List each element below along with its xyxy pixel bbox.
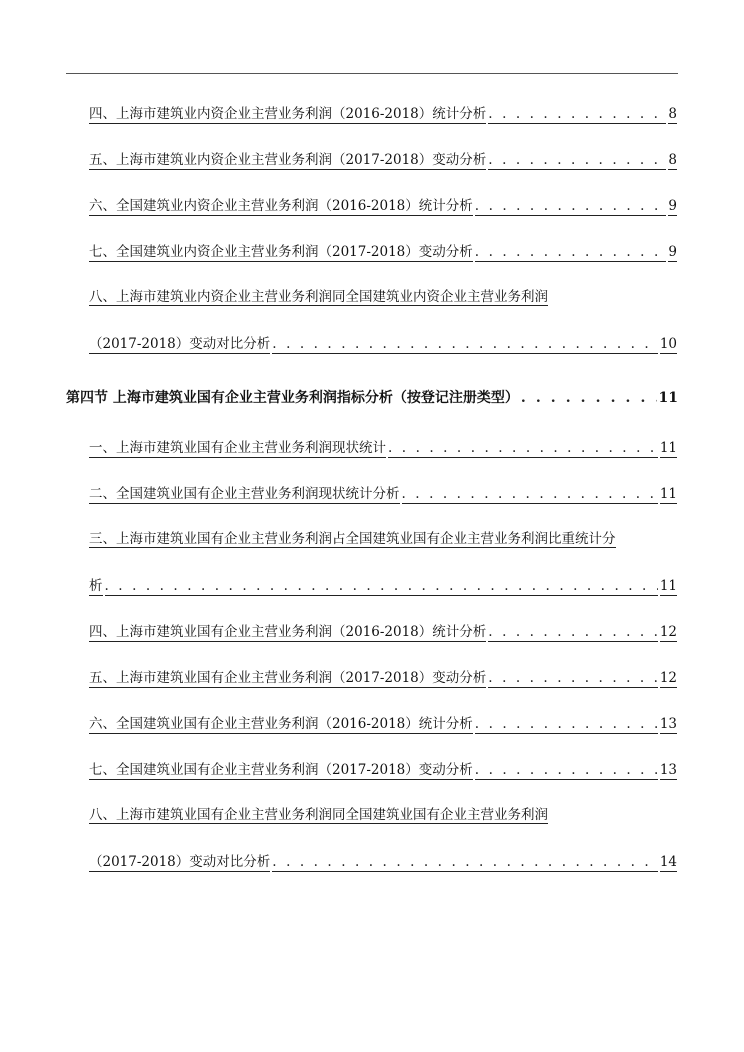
toc-entry-page: 11 [659, 486, 677, 502]
toc-entry[interactable] [89, 196, 677, 216]
toc-leader-dots [475, 761, 658, 780]
toc-entry-page: 12 [659, 624, 677, 640]
toc-leader-dots [521, 389, 657, 407]
toc-entry-title-line1: 三、上海市建筑业国有企业主营业务利润占全国建筑业国有企业主营业务利润比重统计分 [89, 531, 616, 547]
toc-leader-dots [475, 715, 658, 734]
toc-entry[interactable] [89, 668, 677, 688]
toc-entry-line1[interactable] [89, 530, 677, 550]
toc-section-page: 11 [658, 390, 678, 406]
toc-entry-page: 8 [668, 106, 677, 122]
toc-leader-dots [402, 485, 658, 504]
toc-entry-title: （2017-2018）变动对比分析 [89, 854, 271, 870]
toc-entry-page: 13 [659, 716, 677, 732]
toc-entry-page: 12 [659, 670, 677, 686]
toc-entry[interactable] [89, 438, 677, 458]
toc-entry-title: 五、上海市建筑业国有企业主营业务利润（2017-2018）变动分析 [89, 670, 487, 686]
toc-entry-title: 析 [89, 578, 103, 594]
toc-entry-line1[interactable] [89, 288, 677, 308]
toc-entry-title: （2017-2018）变动对比分析 [89, 336, 271, 352]
toc-entry-title: 一、上海市建筑业国有企业主营业务利润现状统计 [89, 440, 386, 456]
toc-entry-page: 11 [659, 578, 677, 594]
toc-leader-dots [272, 853, 658, 872]
toc-entry-page: 14 [659, 854, 677, 870]
toc-leader-dots [272, 335, 658, 354]
toc-leader-dots [475, 243, 667, 262]
toc-entry[interactable] [89, 576, 677, 596]
toc-entry-title: 七、全国建筑业国有企业主营业务利润（2017-2018）变动分析 [89, 762, 473, 778]
toc-section-heading[interactable] [66, 387, 678, 407]
toc-entry-line1[interactable] [89, 806, 677, 826]
toc-entry-title: 二、全国建筑业国有企业主营业务利润现状统计分析 [89, 486, 400, 502]
toc-entry-title: 七、全国建筑业内资企业主营业务利润（2017-2018）变动分析 [89, 244, 473, 260]
toc-entry-title: 六、全国建筑业国有企业主营业务利润（2016-2018）统计分析 [89, 716, 473, 732]
toc-entry[interactable] [89, 484, 677, 504]
toc-entry-page: 9 [668, 244, 677, 260]
toc-section-title: 第四节 上海市建筑业国有企业主营业务利润指标分析（按登记注册类型） [66, 390, 519, 406]
toc-entry-title-line1: 八、上海市建筑业国有企业主营业务利润同全国建筑业国有企业主营业务利润 [89, 807, 548, 823]
toc-entry[interactable] [89, 760, 677, 780]
toc-leader-dots [488, 151, 666, 170]
toc-entry-page: 11 [659, 440, 677, 456]
toc-entry-page: 9 [668, 198, 677, 214]
toc-entry[interactable] [89, 150, 677, 170]
toc-leader-dots [105, 577, 658, 596]
toc-entry[interactable] [89, 242, 677, 262]
toc-entry-page: 13 [659, 762, 677, 778]
toc-entry[interactable] [89, 714, 677, 734]
toc-entry-title: 四、上海市建筑业内资企业主营业务利润（2016-2018）统计分析 [89, 106, 487, 122]
toc-entry-title-line1: 八、上海市建筑业内资企业主营业务利润同全国建筑业内资企业主营业务利润 [89, 289, 548, 305]
toc-leader-dots [475, 197, 667, 216]
toc-entry-page: 8 [668, 152, 677, 168]
toc-leader-dots [388, 439, 658, 458]
toc-entry[interactable] [89, 104, 677, 124]
toc-leader-dots [488, 105, 666, 124]
toc-entry[interactable] [89, 622, 677, 642]
toc-leader-dots [488, 623, 658, 642]
toc-entry[interactable] [89, 852, 677, 872]
header-rule [66, 73, 678, 74]
toc-leader-dots [488, 669, 658, 688]
toc-entry-title: 五、上海市建筑业内资企业主营业务利润（2017-2018）变动分析 [89, 152, 487, 168]
toc-entry[interactable] [89, 334, 677, 354]
toc-entry-page: 10 [659, 336, 677, 352]
toc-entry-title: 四、上海市建筑业国有企业主营业务利润（2016-2018）统计分析 [89, 624, 487, 640]
toc-entry-title: 六、全国建筑业内资企业主营业务利润（2016-2018）统计分析 [89, 198, 473, 214]
